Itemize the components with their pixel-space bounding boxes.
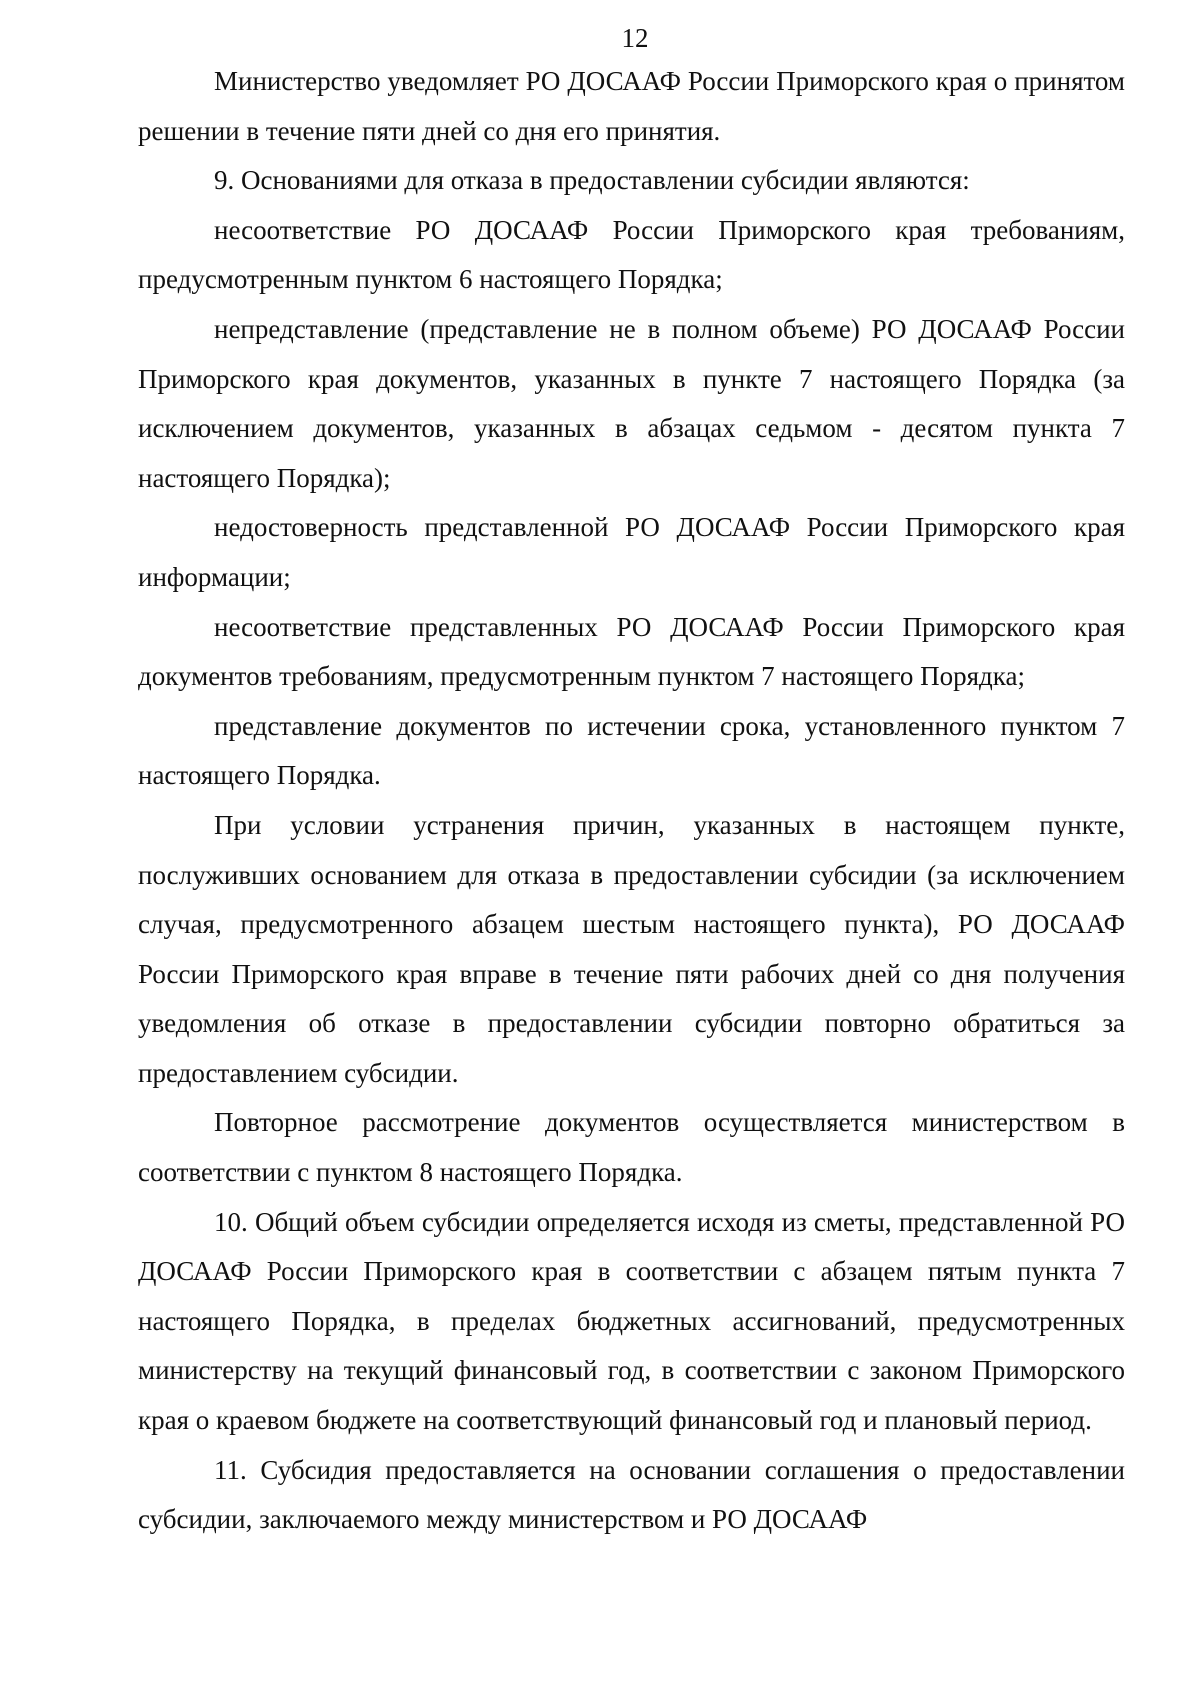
paragraph-clause-10: 10. Общий объем субсидии определяется исходя из сметы, представленной РО ДОСААФ России Приморского края в соответствии с абзацем пятым пункта 7 настоящего Порядка, в пределах бюджетных ассигнований, предусмотренных министерству на текущий финансовый год, в соответствии с законом Приморского края о краевом бюджете на соответствующий финансовый год и плановый период. [138, 1206, 1125, 1436]
paragraph-clause-9: 9. Основаниями для отказа в предоставлении субсидии являются: [214, 165, 970, 196]
paragraph-unreliability: недостоверность представленной РО ДОСААФ России Приморского края информации; [138, 512, 1125, 592]
paragraph-noncompliance: несоответствие РО ДОСААФ России Приморского края требованиям, предусмотренным пунктом 6 настоящего Порядка; [138, 214, 1125, 295]
paragraph-clause-11: 11. Субсидия предоставляется на основании соглашения о предоставлении субсидии, заключаемого между министерством и РО ДОСААФ [138, 1454, 1125, 1535]
paragraph-notification: Министерство уведомляет РО ДОСААФ России Приморского края о принятом решении в течение пяти дней со дня его принятия. [138, 66, 1125, 146]
paragraph-late-submission: представление документов по истечении срока, установленного пунктом 7 настоящего Порядка. [138, 710, 1125, 791]
page-number: 12 [621, 23, 649, 53]
paragraph-document-noncompliance: несоответствие представленных РО ДОСААФ России Приморского края документов требованиям, предусмотренным пунктом 7 настоящего Порядка; [138, 611, 1125, 692]
paragraph-reconsideration: Повторное рассмотрение документов осуществляется министерством в соответствии с пунктом 8 настоящего Порядка. [138, 1107, 1125, 1188]
document-body [138, 57, 1125, 1545]
paragraph-resubmission: При условии устранения причин, указанных в настоящем пункте, послуживших основанием для отказа в предоставлении субсидии (за исключением случая, предусмотренного абзацем шестым настоящего пункта), РО ДОСААФ России Приморского края вправе в течение пяти рабочих дней со дня получения уведомления об отказе в предоставлении субсидии повторно обратиться за предоставлением субсидии. [138, 809, 1125, 1088]
paragraph-nonsubmission: непредставление (представление не в полном объеме) РО ДОСААФ России Приморского края документов, указанных в пункте 7 настоящего Порядка (за исключением документов, указанных в абзацах седьмом - десятом пункта 7 настоящего Порядка); [138, 313, 1125, 493]
